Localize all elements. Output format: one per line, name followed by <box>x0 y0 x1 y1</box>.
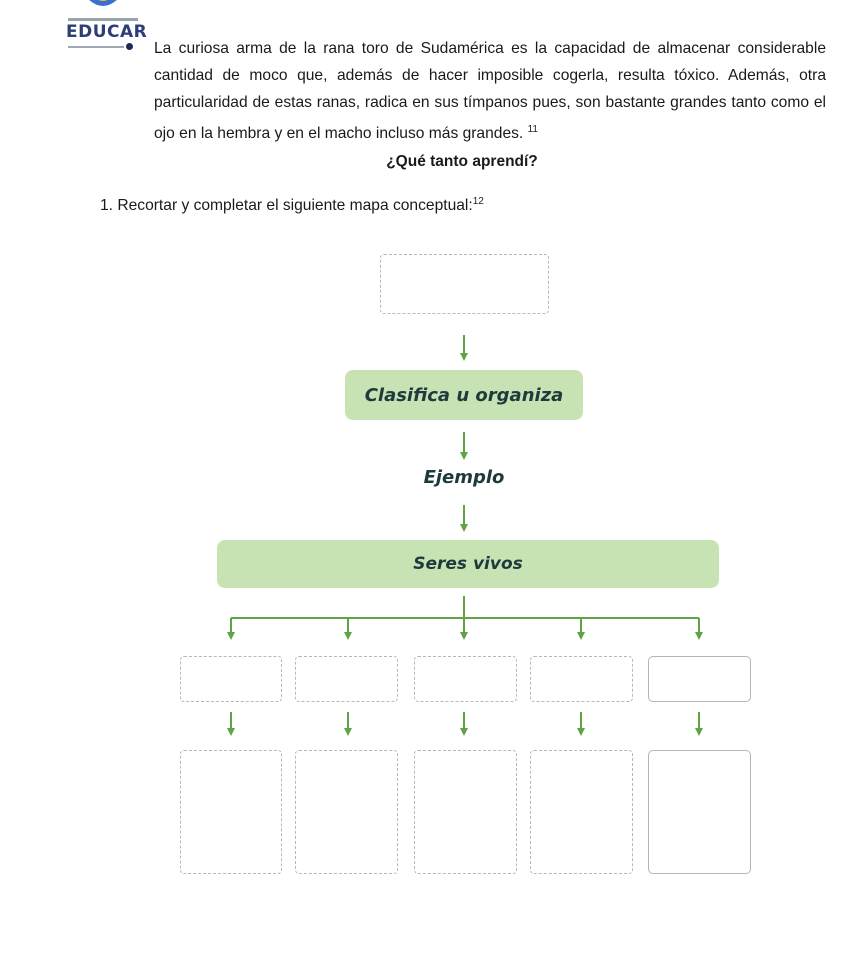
footnote-ref-11: 11 <box>527 124 538 135</box>
example-label: Ejemplo <box>423 467 505 488</box>
paragraph-text: La curiosa arma de la rana toro de Sudamérica es la capacidad de almacenar considerable cantidad de moco que, además de hacer imposible cogerla, resulta tóxico. Además, otra particularidad de estas ranas, radica en sus tímpanos pues, son bastante grandes tanto como el ojo en la hembra y en el macho incluso más grandes. <box>154 40 826 143</box>
instruction-text: 1. Recortar y completar el siguiente mapa conceptual: <box>100 197 473 215</box>
footnote-ref-12: 12 <box>472 196 484 207</box>
section-heading: ¿Qué tanto aprendí? <box>386 153 538 170</box>
living-beings-label: Seres vivos <box>413 554 523 574</box>
logo-wordmark: EDUCAR <box>66 22 148 42</box>
classify-node-label: Clasifica u organiza <box>364 384 564 406</box>
